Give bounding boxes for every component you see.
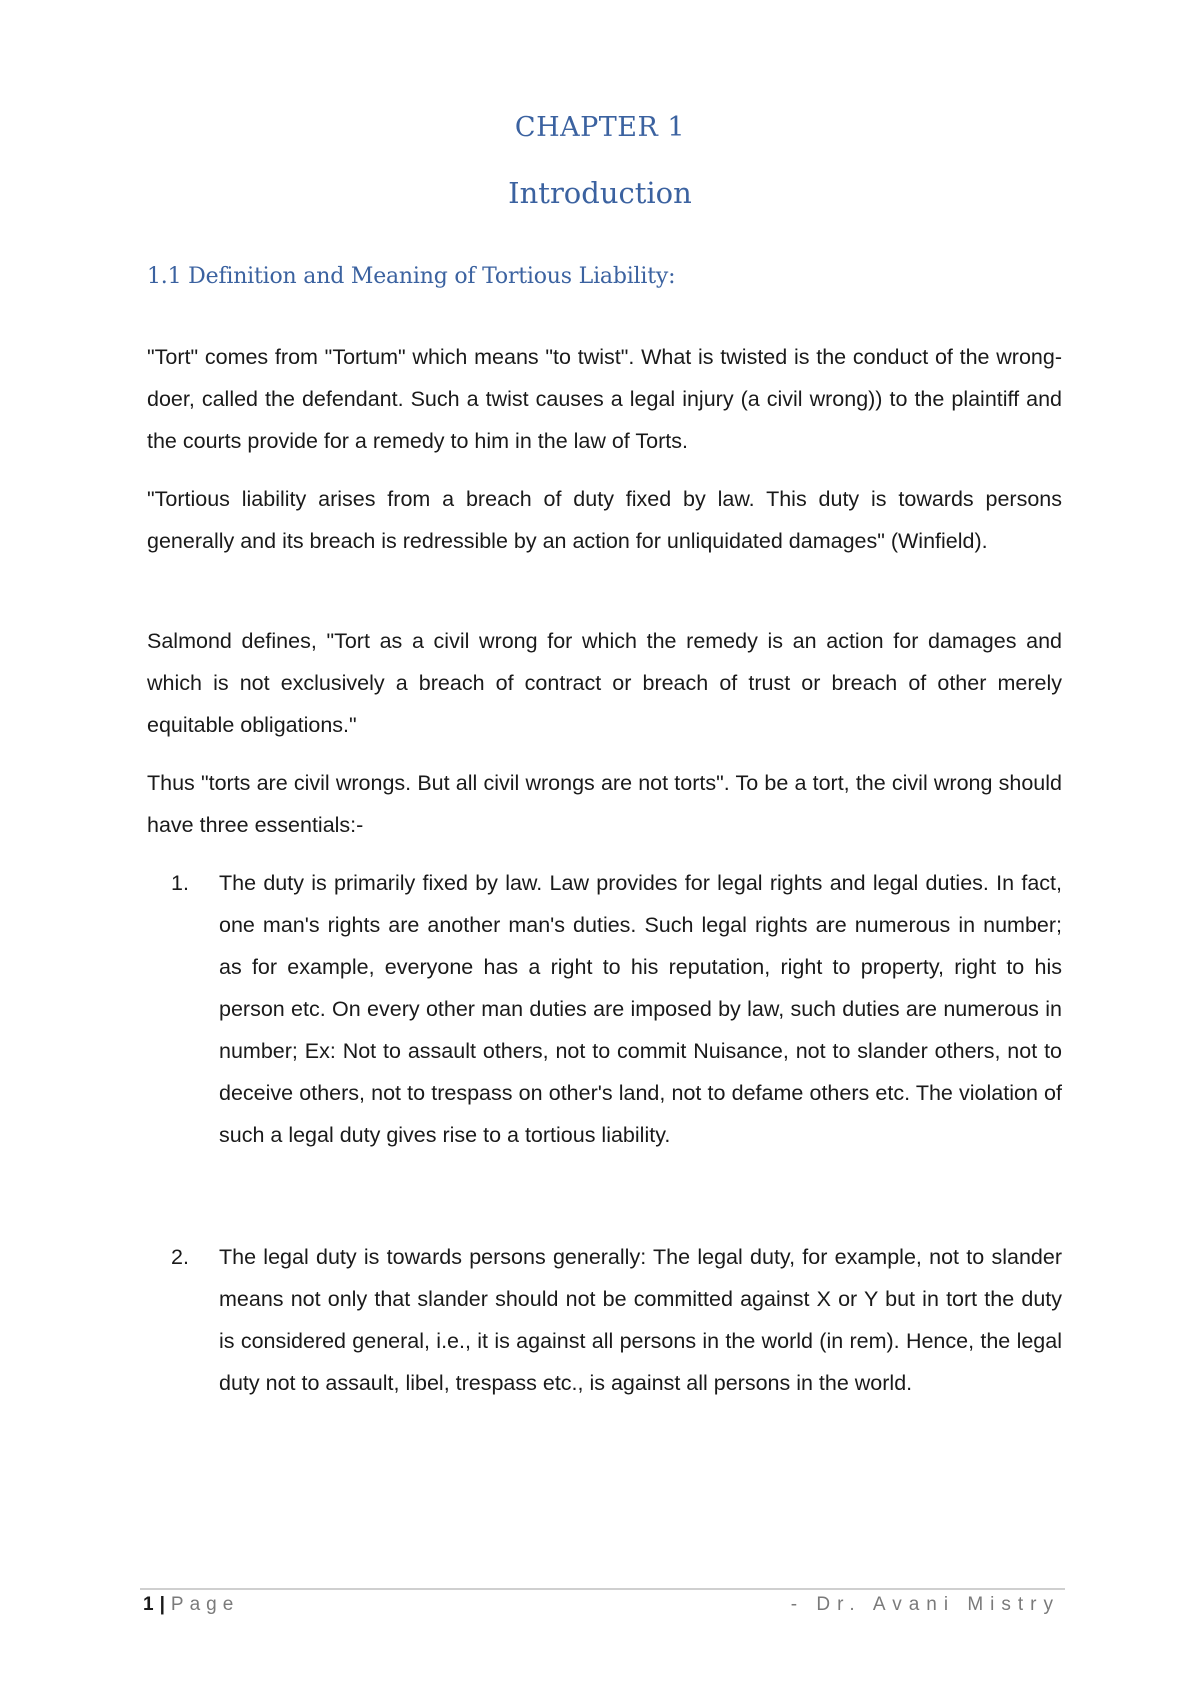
list-item (147, 862, 1062, 1156)
chapter-title: Introduction (508, 176, 692, 210)
list-item-text: The legal duty is towards persons generally: The legal duty, for example, not to slander means not only that slander should not be committed against X or Y but in tort the duty is considered general, i.e., it is against all persons in the world (in rem). Hence, the legal duty not to assault, libel, trespass etc., is against all persons in the world. (219, 1245, 1062, 1395)
page-separator: | (159, 1594, 165, 1615)
footer-page-indicator (143, 1594, 239, 1616)
list-item-text: The duty is primarily fixed by law. Law provides for legal rights and legal duties. In fact, one man's rights are another man's duties. Such legal rights are numerous in number; as for example, everyone has a right to his reputation, right to property, right to his person etc. On every other man duties are imposed by law, such duties are numerous in number; Ex: Not to assault others, not to commit Nuisance, not to slander others, not to deceive others, not to trespass on other's land, not to defame others etc. The violation of such a legal duty gives rise to a tortious liability. (219, 871, 1062, 1147)
page-word: Page (170, 1594, 240, 1615)
list-item-number: 2. (171, 1245, 189, 1269)
section-heading: 1.1 Definition and Meaning of Tortious Liability: (147, 264, 676, 289)
paragraph-essentials-intro: Thus "torts are civil wrongs. But all civil wrongs are not torts". To be a tort, the civil wrong should have three essentials:- (147, 771, 1062, 837)
paragraph-tort-origin: "Tort" comes from "Tortum" which means "to twist". What is twisted is the conduct of the wrong-doer, called the defendant. Such a twist causes a legal injury (a civil wrong)) to the plaintiff and the courts provide for a remedy to him in the law of Torts. (147, 345, 1062, 453)
footer-divider (140, 1588, 1065, 1590)
chapter-label: CHAPTER 1 (514, 112, 686, 143)
page-number: 1 (143, 1594, 154, 1615)
essentials-list-2 (147, 1236, 1062, 1404)
footer-author: - Dr. Avani Mistry (790, 1594, 1060, 1615)
paragraph-salmond-definition: Salmond defines, "Tort as a civil wrong for which the remedy is an action for damages and which is not exclusively a breach of contract or breach of trust or breach of other merely equitable obligations." (147, 629, 1062, 737)
paragraph-winfield-definition: "Tortious liability arises from a breach of duty fixed by law. This duty is towards persons generally and its breach is redressible by an action for unliquidated damages" (Winfield). (147, 487, 1062, 553)
list-item (147, 1236, 1062, 1404)
essentials-list-1 (147, 862, 1062, 1156)
list-item-number: 1. (171, 871, 189, 895)
